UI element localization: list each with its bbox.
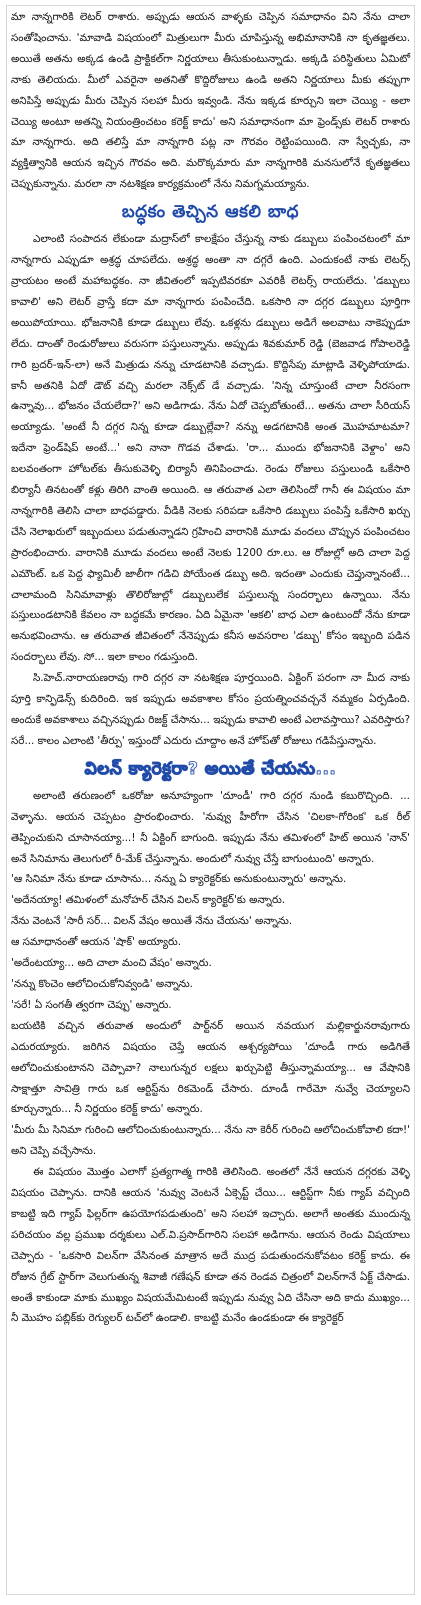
section-heading-villain: విలన్ క్యారెక్టరా? అయితే చేయను... <box>84 758 337 779</box>
paragraph: ఎలాంటి సంపాదన లేకుండా మద్రాస్‌లో కాలక్షేపం చేస్తున్న నాకు డబ్బులు పంపించటంలో మా నాన్నగారు ఎప్పుడూ అశ్రద్ధ చూపలేదు. అశ్రద్ధ అంతా నా దగ్గరే ఉంది. ఎందుకంటే నాకు లెటర్స్ వ్రాయటం అంటే మహాబద్ధకం. నా జీవితంలో ఇప్పటివరకూ ఎవరికీ లెటర్స్ రాయలేదు. 'డబ్బులు కావాలి' అని లెటర్ వ్రాస్తే కదా మా నాన్నగారు పంపించేది. ఒకసారి నా దగ్గర డబ్బులు పూర్తిగా అయిపోయాయి. భోజనానికి కూడా డబ్బులు లేవు. ఒకళ్లను డబ్బులు అడిగే అలవాటు నాకెప్పుడూ లేదు. దాంతో రెండురోజులు వరుసగా పస్తులున్నాను. అప్పుడు శివకుమార్ రెడ్డి (బెజవాడ గోపాలరెడ్డి గారి బ్రదర్-ఇన్-లా) అనే మిత్రుడు నన్ను చూడటానికి వచ్చాడు. కొద్దిసేపు మాట్లాడి వెళ్ళిపోయాడు. కానీ అతనికి ఏదో డౌట్ వచ్చి మరలా నెక్స్‌ట్ డే వచ్చాడు. 'నిన్న చూస్తుంటే చాలా నీరసంగా ఉన్నావు... భోజనం చేయలేదా?' అని అడిగాడు. నేను ఏదో చెప్పబోతుంటే... అతను చాలా సీరియస్ అయ్యాడు. 'అంటే నీ దగ్గర నిన్న కూడా డబ్బుల్లేవా? నన్ను అడగటానికి అంత మొహమాటమా? ఇదేనా ఫ్రెండ్‌షిప్ అంటే...' అని నానా గొడవ చేశాడు. 'రా... ముందు భోజనానికి వెళ్దాం' అని బలవంతంగా హోటల్‌కు తీసుకువెళ్ళి బిర్యానీ తినిపించాడు. రెండు రోజులు పస్తులుండి ఒకేసారి బిర్యానీ తినటంతో కళ్లు తిరిగి వాంతి అయింది. ఆ తరువాత ఎలా తెలిసిందో గానీ ఈ విషయం మా నాన్నగారికి తెలిసి చాలా బాధపడ్డారు. వీడికి నెలకు సరిపడా ఒకేసారి డబ్బులు పంపిస్తే ఒకేసారి ఖర్చు చేసి నెలాఖరులో ఇబ్బందులు పడుతున్నాడని గ్రహించి వారానికి మూడు వందలు చొప్పున పంపించటం ప్రారంభించారు. వారానికి మూడు వందలు అంటే నెలకు 1200 రూ.లు. ఆ రోజుల్లో అది చాలా పెద్ద ఎమౌంట్. ఒక పెద్ద ఫ్యామిలీ జాలీగా గడిచి పోయేంత డబ్బు అది. ఇదంతా ఎందుకు చెప్తున్నానంటే... చాలామంది సినిమావాళ్లు తొలిరోజుల్లో డబ్బులులేక పస్తులున్న సందర్భాలు ఉన్నాయి. నేను పస్తులుండటానికి కేవలం నా బద్ధకమే కారణం. ఏది ఏమైనా 'ఆకలి' బాధ ఎలా ఉంటుందో నేను కూడా అనుభవించాను. ఆ తరువాత జీవితంలో నేనెప్పుడు కనీస అవసరాల 'డబ్బు' కోసం ఇబ్బంది పడిన సందర్భాలు లేవు. సో... ఇలా కాలం గడుస్తుంది. <box>11 233 410 664</box>
paragraph: 'అదేనయ్యా! తమిళంలో మనోహర్ చేసిన విలన్ క్యారెక్టర్'కు అన్నారు. <box>11 894 286 907</box>
paragraph: ఆ సమాధానంతో ఆయన 'షాక్' అయ్యారు. <box>11 936 182 949</box>
paragraph: నేను వెంటనే 'సారీ సర్... విలన్ వేషం అయితే నేను చేయను' అన్నాను. <box>11 915 293 928</box>
paragraph: అలాంటి తరుణంలో ఒకరోజు అనూహ్యంగా 'దూండీ' గారి దగ్గర నుండి కబురొచ్చింది. ... వెళ్ళాను. ఆయన చెప్పటం ప్రారంభించారు. 'నువ్వు హీరోగా చేసిన 'చిలకా-గోరింక' ఒక రీల్ తెప్పించుకుని చూసానయ్యా...! నీ ఏక్టింగ్ బాగుంది. ఇప్పుడు నేను తమిళంలో హిట్ అయిన 'నాన్' అనే సినిమాను తెలుగులో రీ-మేక్ చేస్తున్నాను. అందులో నువ్వు చేస్తే బాగుంటుంది' అన్నారు. <box>11 789 410 865</box>
section-villain-body <box>11 786 410 1330</box>
intro-block <box>11 7 410 195</box>
paragraph: 'ఆ సినిమా నేను కూడా చూసాను... నన్ను ఏ క్యారెక్టర్‌కు అనుకుంటున్నారు' అన్నాను. <box>11 873 347 886</box>
paragraph: సి.హెచ్.నారాయణరావు గారి దగ్గర నా నటశిక్షణ పూర్తయింది. ఏక్టింగ్ పరంగా నా మీద నాకు పూర్తి కాన్ఫిడెన్స్ కుదిరింది. ఇక ఇప్పుడు అవకాశాల కోసం ప్రయత్నించవచ్చనే నమ్మకం ఏర్పడింది. అందుకే అవకాశాలు వచ్చినప్పుడు రిజక్ట్ చేసాను... ఇప్పుడు కావాలి అంటే ఎలావస్తాయి? ఎవరిస్తారు? సరే... కాలం ఎలాంటి 'తీర్పు' ఇస్తుందో ఎదురు చూద్దాం అనే హోప్‌తో రోజులు గడిపేస్తున్నాను. <box>11 672 410 747</box>
section-heading-hunger: బద్ధకం తెచ్చిన ఆకలి బాధ <box>121 202 300 223</box>
paragraph: 'నన్ను కొంచెం ఆలోచించుకోనివ్వండి' అన్నాను. <box>11 977 193 990</box>
section-hunger-body <box>11 229 410 752</box>
paragraph: 'సరే! ఏ సంగతీ త్వరగా చెప్పు' అన్నారు. <box>11 998 172 1011</box>
paragraph: బయటికి వచ్చిన తరువాత అందులో పార్ట్‌నర్ అయిన నవయుగ మల్లికార్జునరావుగారు ఎదురయ్యారు. జరిగిన విషయం చెప్తే ఆయన ఆశ్చర్యపోయి 'దూండీ గారు అడిగితే ఆలోచించుకుంటానని చెప్పావా? నాలుగున్నర లక్షలు ఖర్చుపెట్టి తీస్తున్నామయ్యా... ఆ వేషానికి సాక్షాత్తూ సావిత్రి గారు ఒక ఆర్టిస్ట్‌ను రికమెండ్ చేసారు. దూండీ గారేమో నువ్వే చెయ్యాలని కూర్చున్నారు... నీ నిర్ణయం కరెక్ట్ కాదు' అన్నారు. <box>11 1019 410 1116</box>
paragraph: మా నాన్నగారికి లెటర్ రాశారు. అప్పుడు ఆయన వాళ్ళకు చెప్పిన సమాధానం విని నేను చాలా సంతోషించాను. 'మావాడి విషయంలో మిత్రులుగా మీరు చూపిస్తున్న అభిమానానికి నా కృతజ్ఞతలు. అయితే అతను అక్కడ ఉండి ప్రాక్టికల్‌గా నిర్ణయాలు తీసుకుంటున్నాడు. అక్కడి పరిస్థితులు ఏమిటో నాకు తెలియదు. మీలో ఎవరైనా అతనితో కొద్దిరోజులు ఉండి అతని నిర్ణయాలు మీకు తప్పుగా అనిపిస్తే అప్పుడు మీరు చెప్పిన సలహా మీరు ఇవ్వండి. నేను ఇక్కడ కూర్చుని ఇలా చెయ్యి - అలా చెయ్యి అంటూ అతన్ని నియంత్రించటం కరెక్ట్ కాదు' అని సమాధానంగా మా ఫ్రెండ్స్‌కు లెటర్ రాశారు మా నాన్నగారు. అది తలిస్తే మా నాన్నగారి పట్ల నా గౌరవం రెట్టింపయింది. నా స్వేచ్ఛకు, నా వ్యక్తిత్వానికి ఆయన ఇచ్చిన గౌరవం అది. మరొక్కమారు మా నాన్నగారికి మనసులోనే కృతజ్ఞతలు చెప్పుకున్నాను. మరలా నా నటశిక్షణ కార్యక్రమంలో నేను నిమగ్నమయ్యాను. <box>11 11 410 191</box>
paragraph: 'అదేంటయ్యా... అది చాలా మంచి వేషం' అన్నారు. <box>11 957 212 970</box>
article-page <box>6 5 415 1595</box>
paragraph: 'మీరు మీ సినిమా గురించి ఆలోచించుకుంటున్నారు... నేను నా కెరీర్ గురించి ఆలోచించుకోవాలి కదా!' అని చెప్పి వచ్చేసాను. <box>11 1124 410 1158</box>
paragraph: ఈ విషయం మొత్తం ఎలాగో ప్రత్యగాత్మ గారికి తెలిసింది. అంతలో నేనే ఆయన దగ్గరకు వెళ్ళి విషయం చెప్పాను. దానికి ఆయన 'నువ్వు వెంటనే ఏక్సెప్ట్ చేయి... ఆర్టిస్ట్‌గా నీకు గ్యాప్ వచ్చింది కాబట్టి ఇది గ్యాప్ ఫిల్లర్‌గా ఉపయోగపడుతుంది' అని సలహా ఇచ్చారు. అలాగే అంతకు ముందున్న పరిచయం వల్ల ప్రముఖ దర్శకులు ఎల్.వి.ప్రసాద్‌గారిని సలహా అడిగాను. ఆయన రెండు విషయాలు చెప్పారు - 'ఒకసారి విలన్‌గా వేసినంత మాత్రాన అదే ముద్ర పడుతుందనుకోవటం కరెక్ట్ కాదు. ఈ రోజున గ్రేట్ స్టార్‌గా వెలుగుతున్న శివాజీ గణేషన్ కూడా తన రెండవ చిత్రంలో విలన్‌గానే ఏక్ట్ చేసాడు. అంతే కాకుండా మాకు ముఖ్యం విషయమేమిటంటే ఇప్పుడు నువ్వు ఏది చేసినా అది కాదు ముఖ్యం... నీ మొహం పబ్లిక్‌కు రెగ్యులర్ టచ్‌లో ఉండాలి. కాబట్టి మనేం ఉండకుండా ఈ క్యారెక్టర్ <box>11 1166 410 1325</box>
